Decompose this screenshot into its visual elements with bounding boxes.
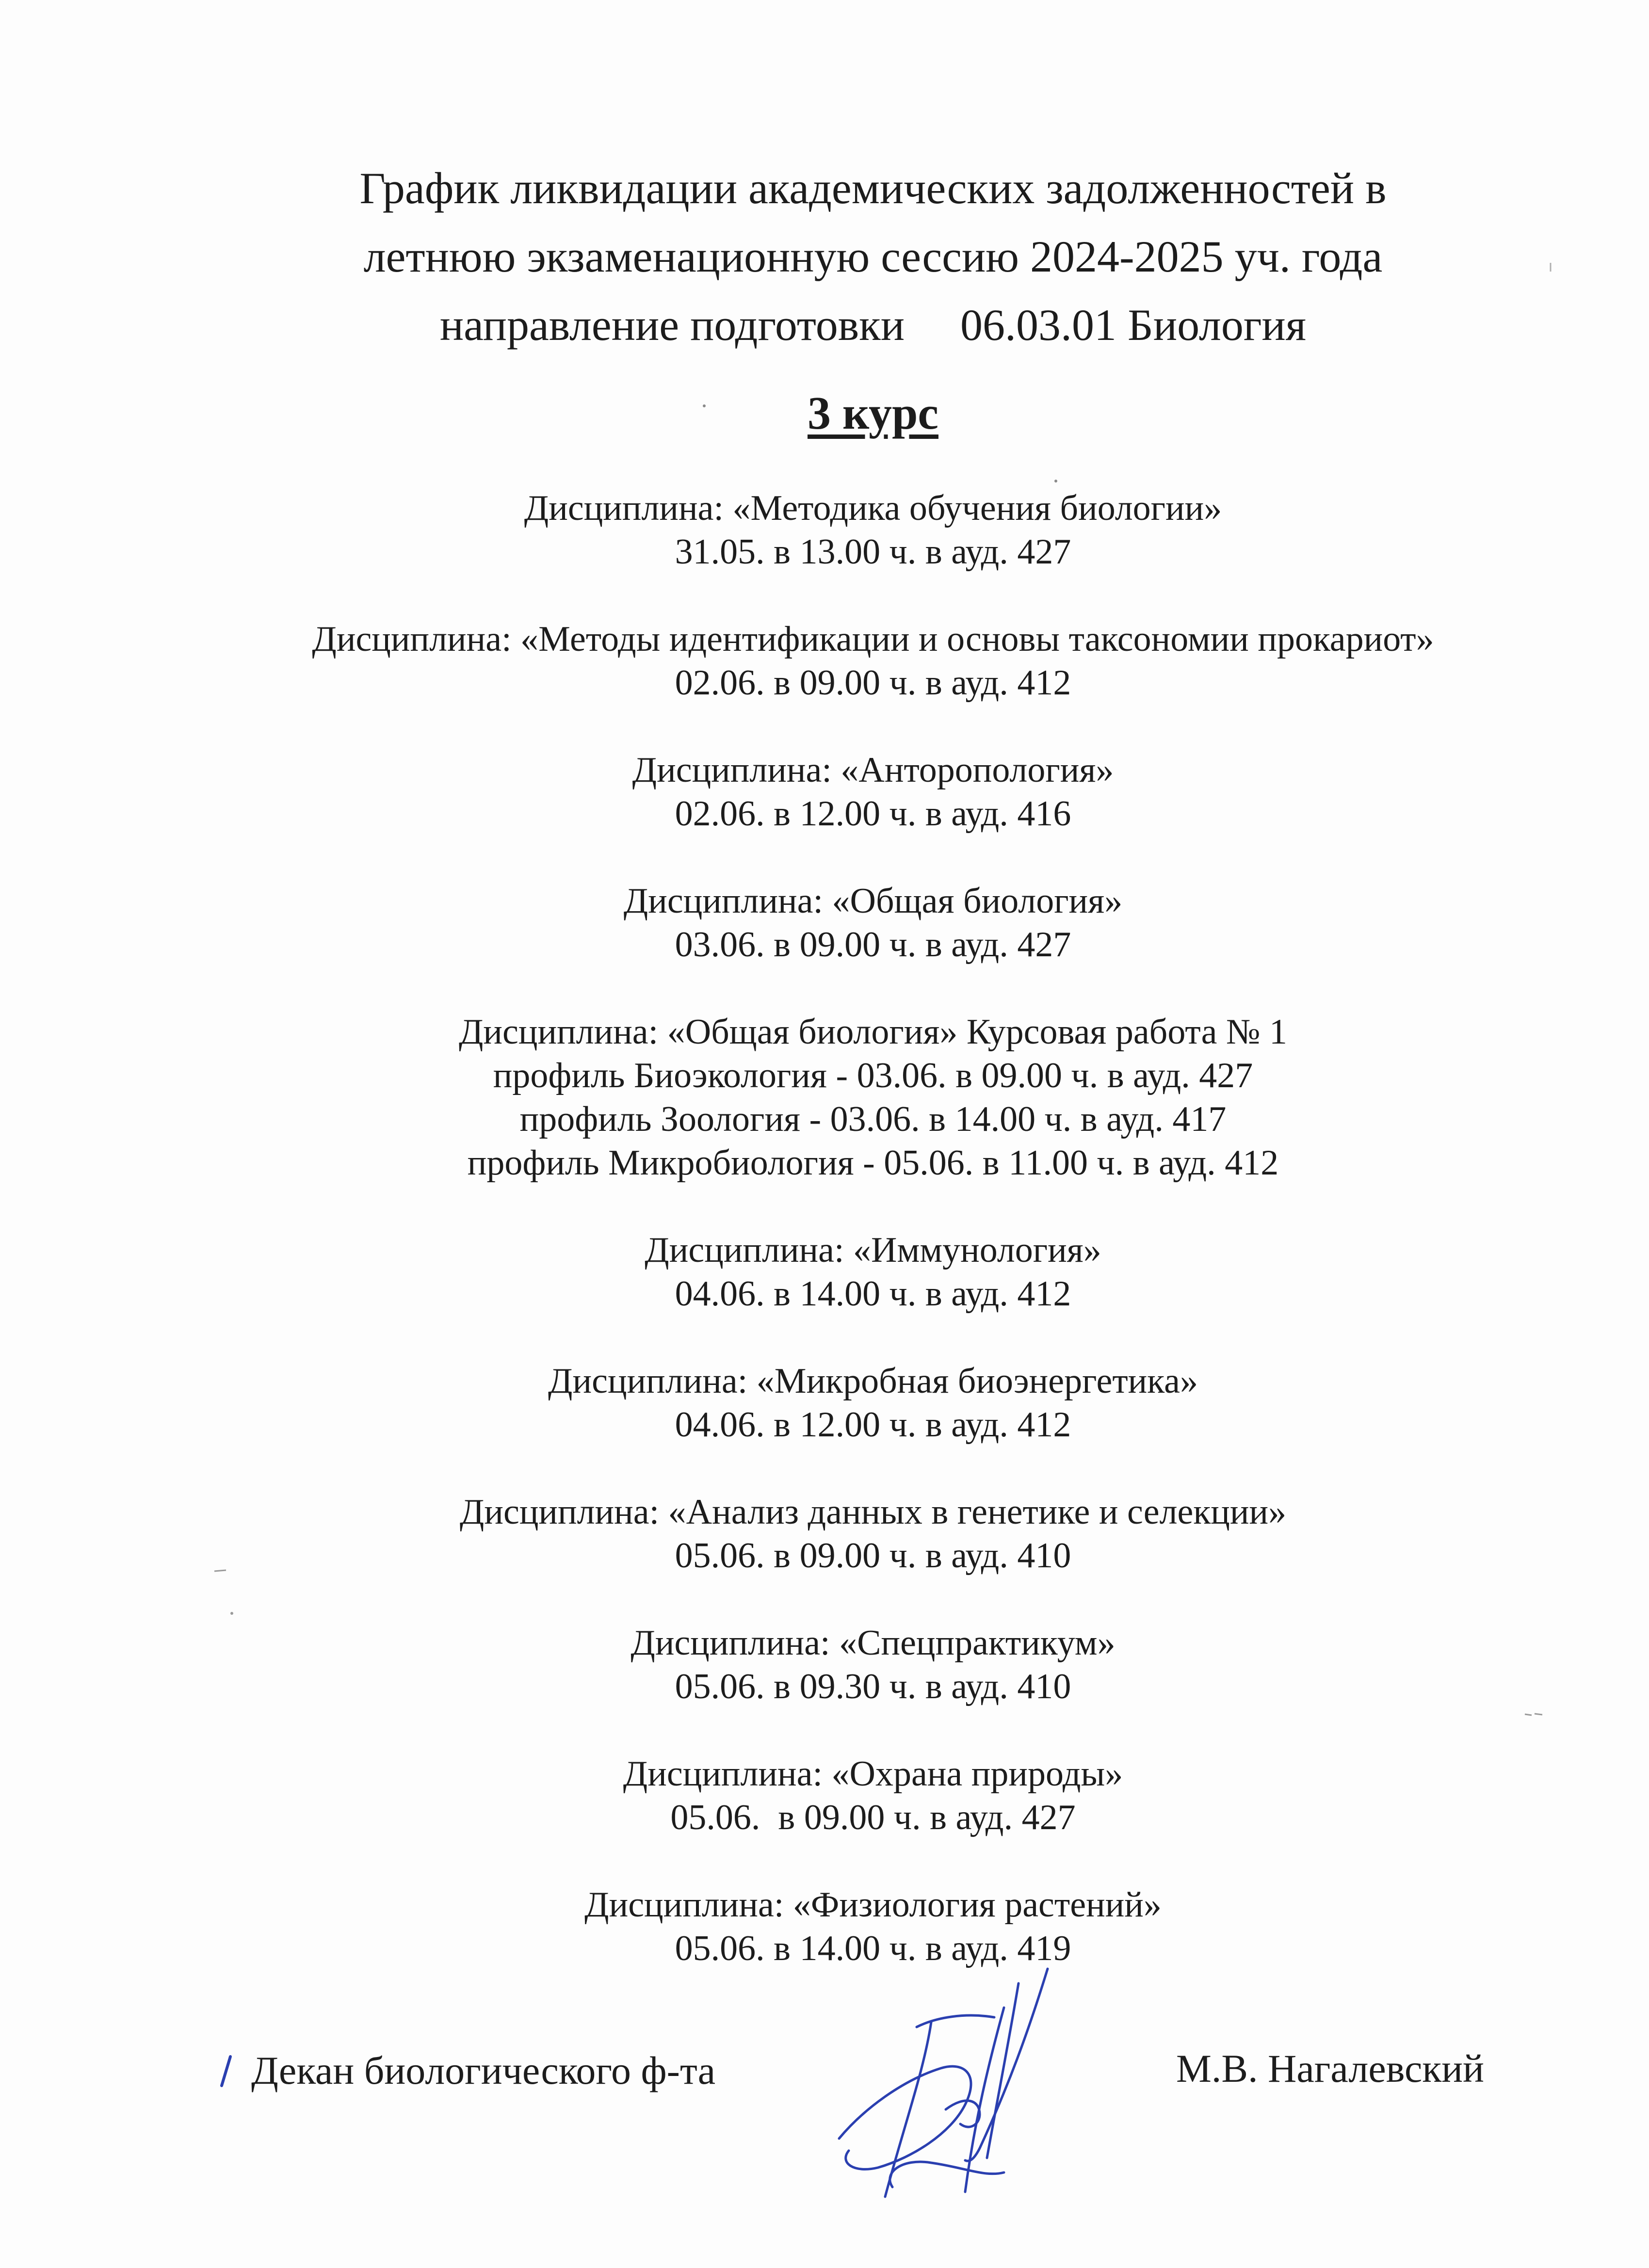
discipline-name: Дисциплина: «Анторопология» <box>632 750 1114 790</box>
scan-speck-icon <box>1052 478 1059 484</box>
scan-speck-icon <box>701 402 708 409</box>
discipline-schedule: 31.05. в 13.00 ч. в ауд. 427 <box>675 532 1071 572</box>
handwritten-signature-icon <box>820 1964 1091 2216</box>
discipline-schedule: 02.06. в 12.00 ч. в ауд. 416 <box>675 794 1071 834</box>
scan-speck-icon <box>1523 1709 1547 1719</box>
discipline-block <box>146 748 1600 836</box>
scan-speck-icon <box>228 1610 238 1617</box>
discipline-schedule: 03.06. в 09.00 ч. в ауд. 427 <box>675 925 1071 965</box>
discipline-block <box>146 1228 1600 1316</box>
discipline-block <box>146 1752 1600 1839</box>
discipline-block <box>146 1490 1600 1577</box>
title-line-2: летнюю экзаменационную сессию 2024-2025 уч. года <box>363 232 1383 281</box>
discipline-schedule: 05.06. в 09.00 ч. в ауд. 410 <box>675 1536 1071 1576</box>
discipline-name: Дисциплина: «Охрана природы» <box>623 1754 1123 1794</box>
discipline-block <box>146 1359 1600 1447</box>
discipline-name: Дисциплина: «Общая биология» <box>623 881 1123 921</box>
discipline-name: Дисциплина: «Физиология растений» <box>584 1885 1162 1925</box>
discipline-name: Дисциплина: «Методика обучения биологии» <box>524 488 1222 528</box>
discipline-schedule: 05.06. в 09.30 ч. в ауд. 410 <box>675 1667 1071 1706</box>
title-line-1: График ликвидации академических задолженностей в <box>359 163 1387 213</box>
discipline-name: Дисциплина: «Анализ данных в генетике и селекции» <box>459 1492 1287 1532</box>
discipline-profile-schedule: профиль Микробиология - 05.06. в 11.00 ч. в ауд. 412 <box>467 1143 1279 1183</box>
scan-speck-icon <box>213 1566 228 1576</box>
dean-title: Декан биологического ф-та <box>251 2048 716 2092</box>
dean-name: М.В. Нагалевский <box>1176 2046 1485 2091</box>
discipline-block <box>146 617 1600 705</box>
course-heading: 3 курс <box>808 387 938 439</box>
discipline-name: Дисциплина: «Иммунология» <box>645 1230 1101 1270</box>
discipline-block <box>146 1010 1600 1185</box>
title-line-3: направление подготовки 06.03.01 Биология <box>439 300 1307 350</box>
discipline-schedule: 05.06. в 14.00 ч. в ауд. 419 <box>675 1929 1071 1968</box>
discipline-schedule: 04.06. в 12.00 ч. в ауд. 412 <box>675 1405 1071 1445</box>
discipline-schedule: 04.06. в 14.00 ч. в ауд. 412 <box>675 1274 1071 1314</box>
scan-speck-icon <box>1547 262 1554 273</box>
discipline-schedule: 05.06. в 09.00 ч. в ауд. 427 <box>670 1798 1076 1837</box>
discipline-block <box>146 1621 1600 1708</box>
discipline-block <box>146 486 1600 574</box>
discipline-schedule: 02.06. в 09.00 ч. в ауд. 412 <box>675 663 1071 703</box>
discipline-name: Дисциплина: «Микробная биоэнергетика» <box>548 1361 1198 1401</box>
discipline-list <box>146 486 1600 2014</box>
discipline-name: Дисциплина: «Общая биология» Курсовая работа № 1 <box>458 1012 1288 1052</box>
discipline-name: Дисциплина: «Методы идентификации и основы таксономии прокариот» <box>312 619 1434 659</box>
discipline-profile-schedule: профиль Биоэкология - 03.06. в 09.00 ч. в ауд. 427 <box>493 1056 1253 1095</box>
discipline-block <box>146 1883 1600 1970</box>
discipline-block <box>146 879 1600 966</box>
discipline-profile-schedule: профиль Зоология - 03.06. в 14.00 ч. в ауд. 417 <box>519 1099 1227 1139</box>
discipline-name: Дисциплина: «Спецпрактикум» <box>630 1623 1116 1663</box>
document-title <box>242 154 1504 359</box>
